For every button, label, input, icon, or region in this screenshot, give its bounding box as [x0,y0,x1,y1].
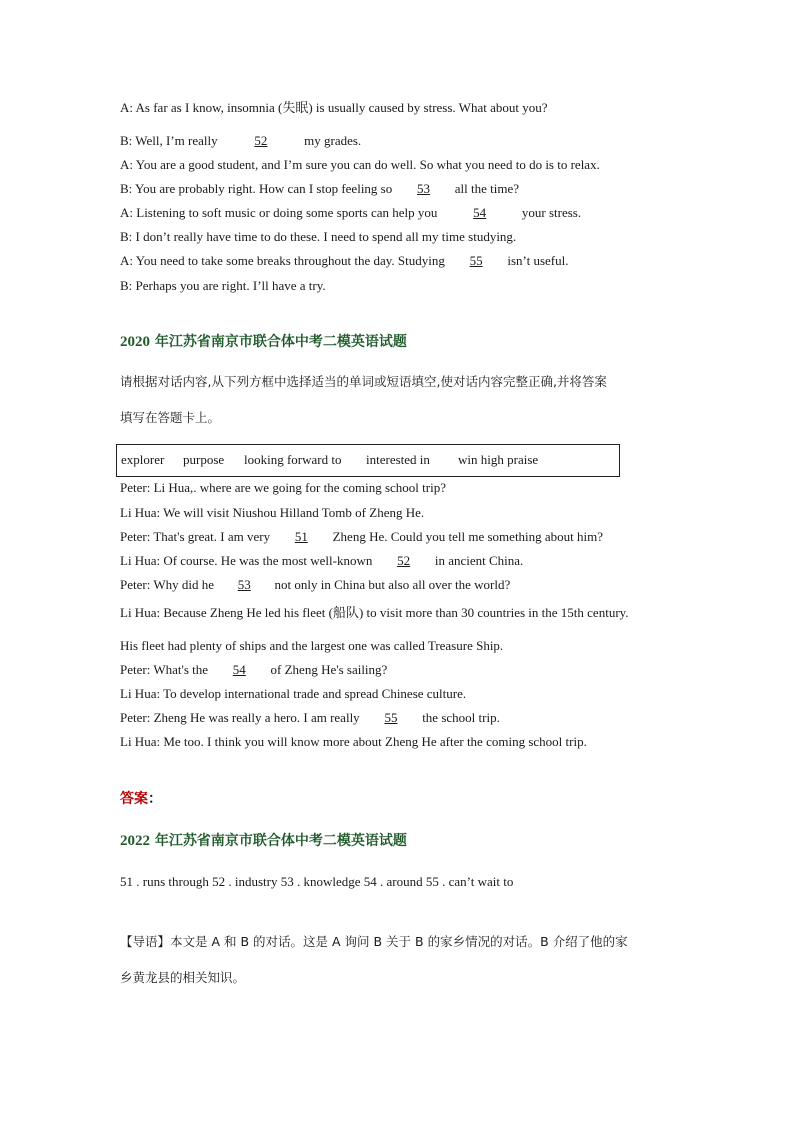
word-option: explorer [121,452,165,467]
dialogue-line [120,133,361,149]
dialogue-line: Peter: Li Hua,. where are we going for the coming school trip? [120,480,446,495]
blank-54: 54 [473,205,487,220]
blank-55: 55 [469,253,483,268]
instruction-line: 请根据对话内容,从下列方框中选择适当的单词或短语填空,使对话内容完整正确,并将答案 [120,374,607,389]
heading-year: 2022 [120,833,150,849]
dialogue-line [120,577,510,593]
heading-title: 年江苏省南京市联合体中考二模英语试题 [150,833,407,849]
dialogue-line: Li Hua: Me too. I think you will know more about Zheng He after the coming school trip. [120,734,587,749]
dialogue-line [120,662,387,678]
line-text: your stress. [518,205,582,220]
dialogue-line: B: Perhaps you are right. I’ll have a try. [120,278,326,293]
blank-53: 53 [417,181,430,196]
line-text: A: You need to take some breaks throughout the day. Studying [120,253,449,268]
dialogue-line: Li Hua: Because Zheng He led his fleet (船队) to visit more than 30 countries in the 15th century. [120,605,629,620]
line-text: Li Hua: Of course. He was the most well-known [120,553,376,568]
blank-51: 51 [294,529,308,544]
section-heading-2022 [120,832,407,850]
line-text: isn’t useful. [504,253,569,268]
blank-54: 54 [232,662,246,677]
heading-title: 年江苏省南京市联合体中考二模英语试题 [150,334,407,350]
line-text: Peter: What's the [120,662,212,677]
line-text: the school trip. [418,710,500,725]
guide-line: 【导语】本文是 A 和 B 的对话。这是 A 询问 B 关于 B 的家乡情况的对话。B 介绍了他的家 [120,934,628,949]
word-option: purpose [183,452,225,467]
word-option: looking forward to [244,452,342,467]
answer-colon: ： [148,791,162,807]
blank-52: 52 [254,133,268,148]
line-text: all the time? [451,181,520,196]
line-text: in ancient China. [431,553,524,568]
blank-52: 52 [397,553,411,568]
dialogue-line [120,181,519,197]
line-text: Zheng He. Could you tell me something about him? [329,529,604,544]
line-text: Peter: Why did he [120,577,218,592]
line-text: B: Well, I’m really [120,133,221,148]
dialogue-line: A: As far as I know, insomnia (失眠) is usually caused by stress. What about you? [120,100,548,115]
line-text: Peter: Zheng He was really a hero. I am really [120,710,363,725]
line-text: Peter: That's great. I am very [120,529,274,544]
dialogue-line: Li Hua: To develop international trade and spread Chinese culture. [120,686,467,701]
word-option: interested in [366,452,430,467]
section-heading-2020 [120,333,407,351]
dialogue-line: Li Hua: We will visit Niushou Hilland Tomb of Zheng He. [120,505,425,520]
dialogue-line: A: You are a good student, and I’m sure you can do well. So what you need to do is to relax. [120,157,600,172]
answer-heading [120,790,162,808]
word-option: win high praise [458,452,539,467]
line-text: of Zheng He's sailing? [267,662,388,677]
dialogue-line [120,529,603,545]
dialogue-line: His fleet had plenty of ships and the largest one was called Treasure Ship. [120,638,504,653]
heading-year: 2020 [120,334,150,350]
instruction-line: 填写在答题卡上。 [120,410,221,425]
line-text: my grades. [300,133,362,148]
dialogue-line [120,710,500,726]
dialogue-line: B: I don’t really have time to do these. I need to spend all my time studying. [120,229,517,244]
dialogue-line [120,253,569,269]
blank-55: 55 [384,710,398,725]
blank-53: 53 [237,577,251,592]
dialogue-line [120,553,523,569]
word-bank-box [116,444,620,477]
answer-key-line: 51 . runs through 52 . industry 53 . knowledge 54 . around 55 . can’t wait to [120,874,514,889]
guide-line: 乡黄龙县的相关知识。 [120,970,246,985]
line-text: not only in China but also all over the world? [271,577,511,592]
line-text: A: Listening to soft music or doing some sports can help you [120,205,441,220]
answer-label: 答案 [120,791,148,807]
line-text: B: You are probably right. How can I stop feeling so [120,181,396,196]
dialogue-line [120,205,581,221]
